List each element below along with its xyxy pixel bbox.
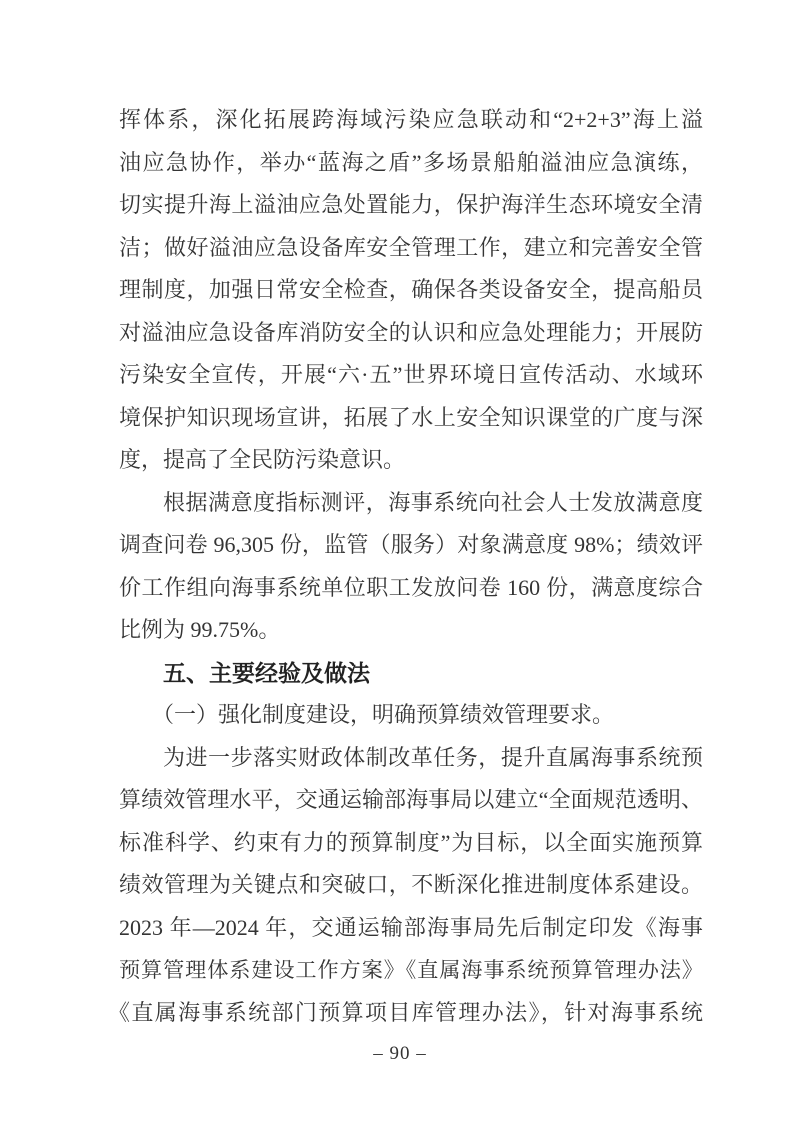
body-text-line: 度，提高了全民防污染意识。 <box>119 447 406 472</box>
body-text-line: 算绩效管理水平，交通运输部海事局以建立“全面规范透明、 <box>119 787 703 812</box>
body-text-line: 比例为 99.75%。 <box>119 617 281 642</box>
body-text-line: 2023 年—2024 年，交通运输部海事局先后制定印发《海事 <box>119 914 703 940</box>
body-text-line: 油应急协作，举办“蓝海之盾”多场景船舶溢油应急演练， <box>119 149 703 175</box>
body-text-line: 挥体系，深化拓展跨海域污染应急联动和“2+2+3”海上溢 <box>119 107 703 132</box>
page-content <box>108 99 703 1034</box>
subsection-heading: （一）强化制度建设，明确预算绩效管理要求。 <box>152 702 615 727</box>
body-text-line: 对溢油应急设备库消防安全的认识和应急处理能力；开展防 <box>119 319 703 345</box>
body-text-line: 绩效管理为关键点和突破口，不断深化推进制度体系建设。 <box>119 872 703 897</box>
body-text-line: 价工作组向海事系统单位职工发放问卷 160 份，满意度综合 <box>119 574 703 600</box>
section-heading: 五、主要经验及做法 <box>163 659 370 686</box>
body-text-line: 标准科学、约束有力的预算制度”为目标，以全面实施预算 <box>119 829 703 855</box>
body-text-line: 为进一步落实财政体制改革任务，提升直属海事系统预 <box>163 744 703 770</box>
body-text-line: 调查问卷 96,305 份，监管（服务）对象满意度 98%；绩效评 <box>119 532 703 557</box>
body-text-line: 切实提升海上溢油应急处置能力，保护海洋生态环境安全清 <box>119 192 703 217</box>
body-text-line: 境保护知识现场宣讲，拓展了水上安全知识课堂的广度与深 <box>119 404 703 430</box>
body-text-line: 《直属海事系统部门预算项目库管理办法》，针对海事系统 <box>108 999 703 1025</box>
page-number: – 90 – <box>373 1043 427 1064</box>
body-text-line: 理制度，加强日常安全检查，确保各类设备安全，提高船员 <box>119 277 703 302</box>
body-text-line: 洁；做好溢油应急设备库安全管理工作，建立和完善安全管 <box>119 234 703 260</box>
body-text-line: 预算管理体系建设工作方案》《直属海事系统预算管理办法》 <box>119 958 703 982</box>
body-text-line: 污染安全宣传，开展“六·五”世界环境日宣传活动、水域环 <box>119 362 703 387</box>
body-text-line: 根据满意度指标测评，海事系统向社会人士发放满意度 <box>163 489 703 515</box>
